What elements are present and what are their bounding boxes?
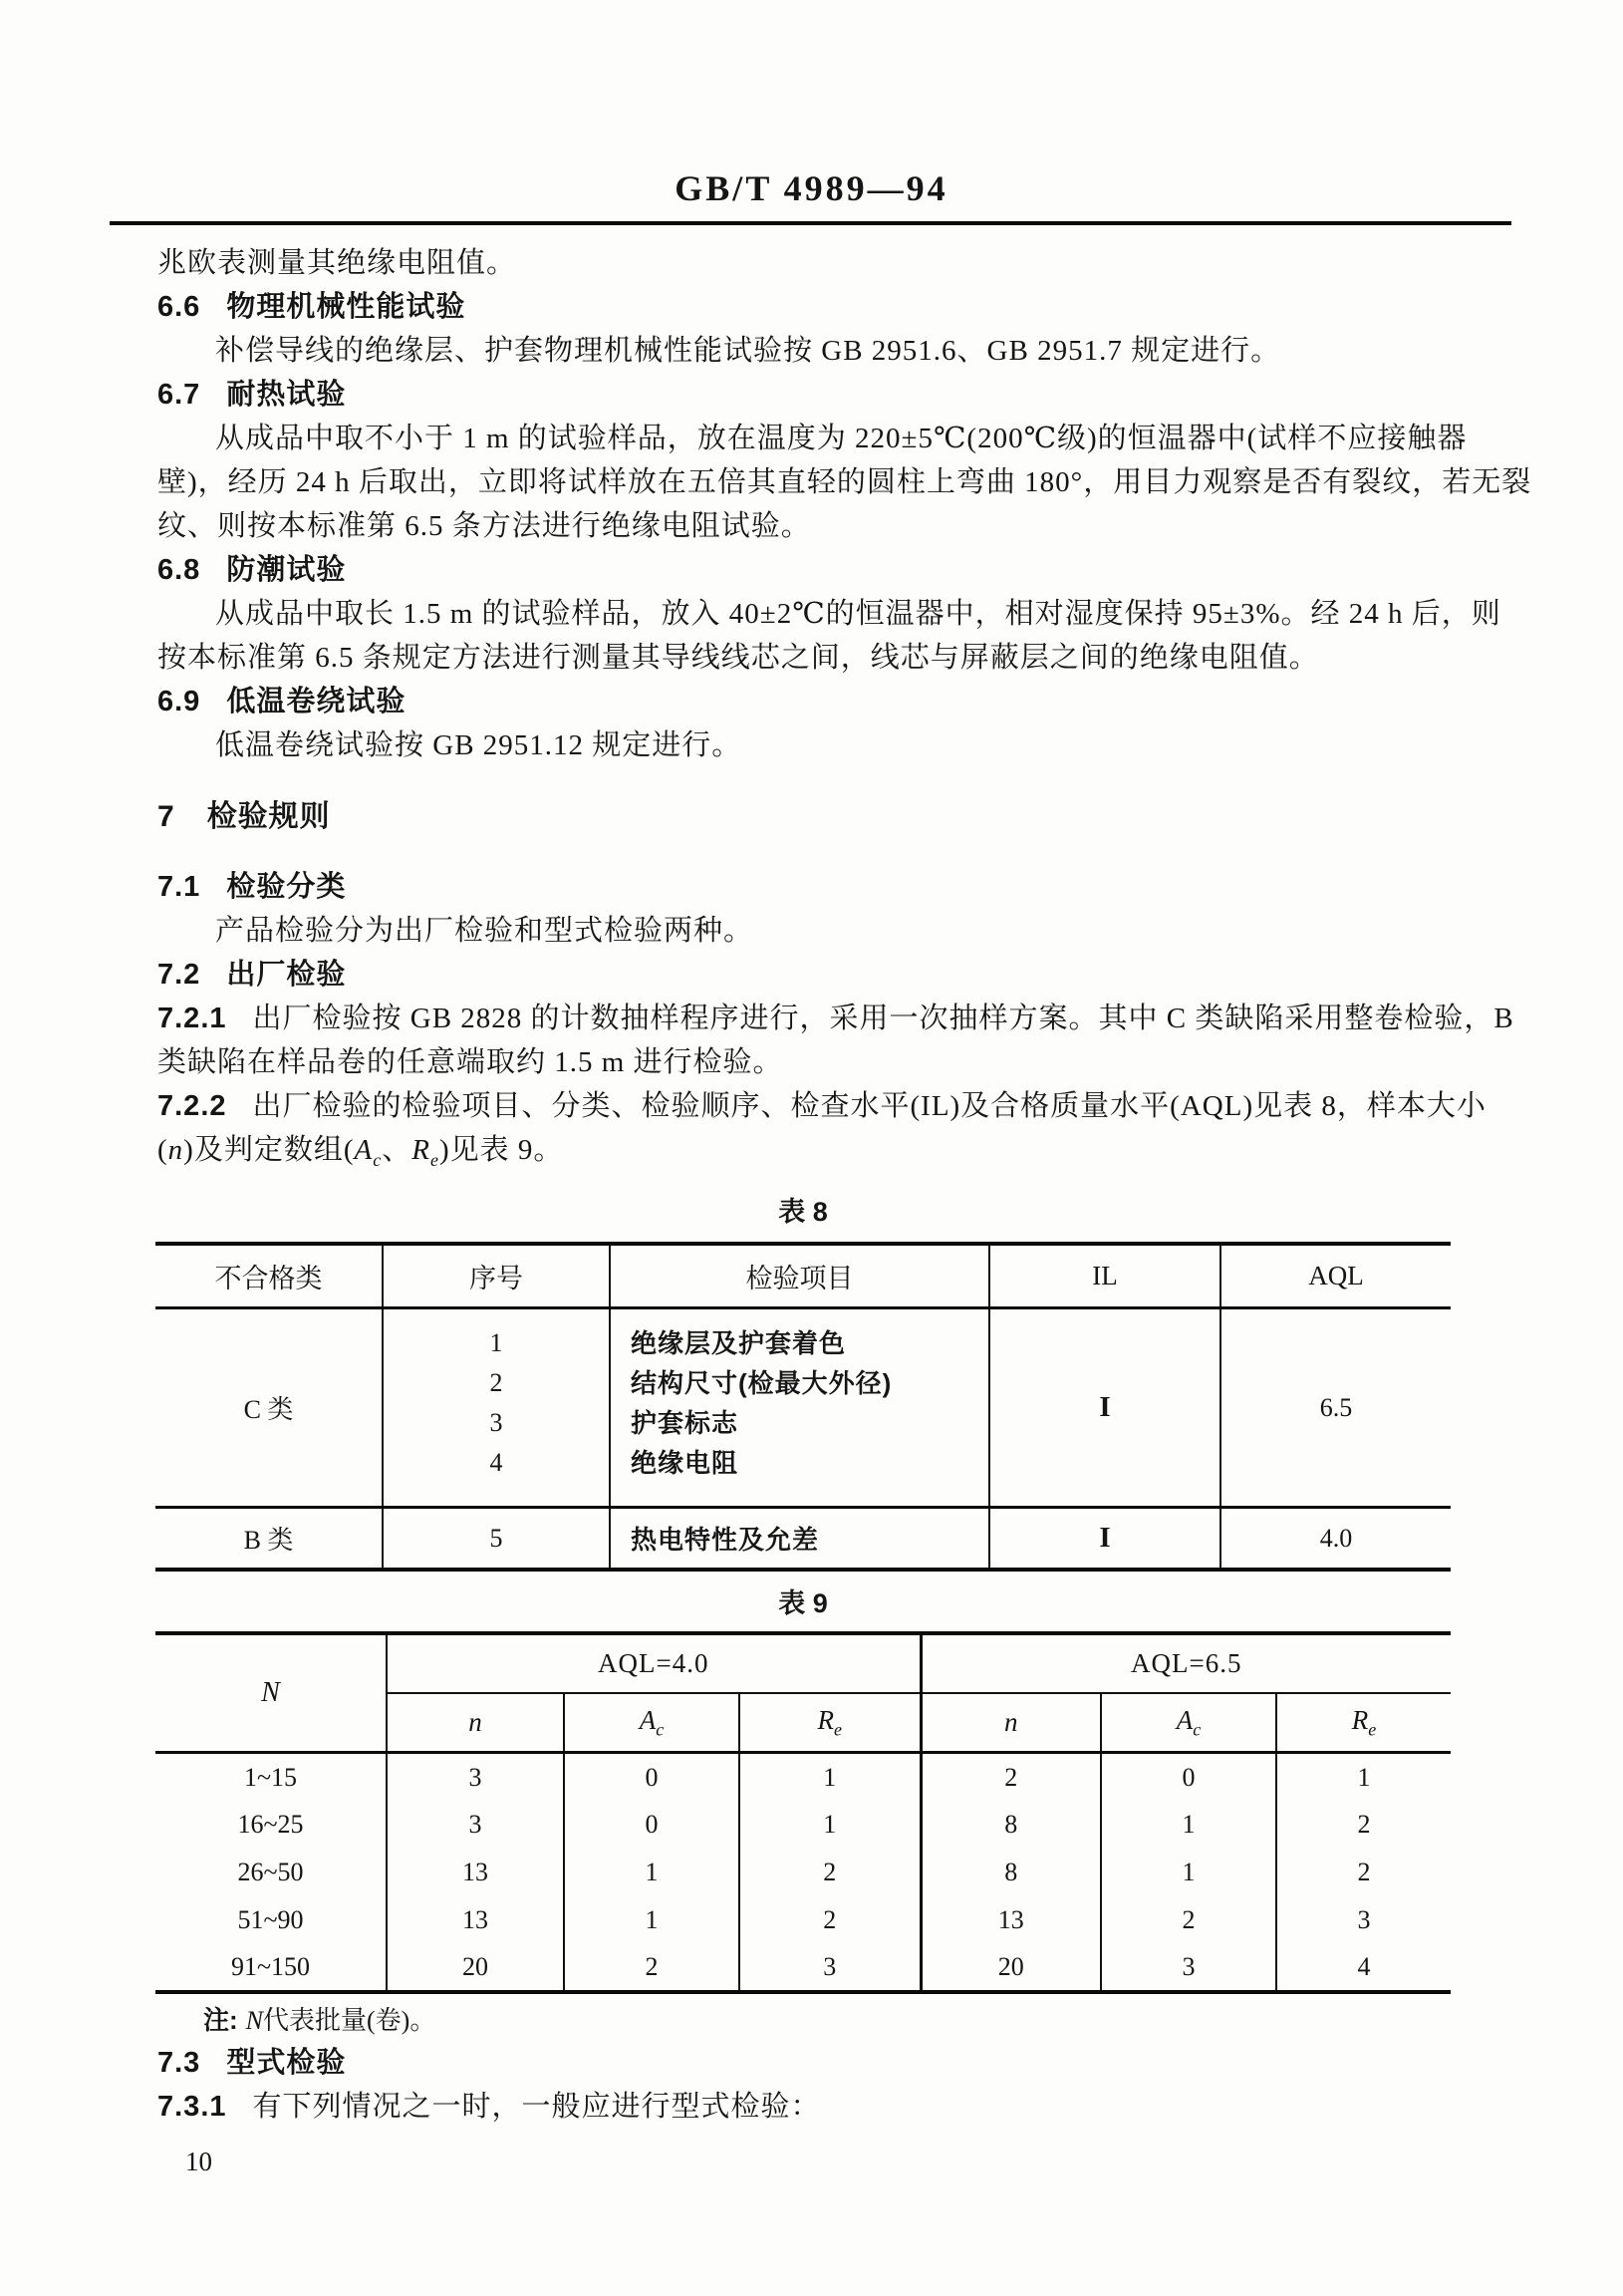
clause-7-2-heading: [157, 953, 1488, 997]
clause-6-8-heading: [157, 548, 1488, 592]
paragraph-continuation: 兆欧表测量其绝缘电阻值。: [157, 247, 517, 279]
table-8-header-cell: 序号: [383, 1244, 610, 1308]
batch-range-cell: 91~150: [230, 1951, 311, 1981]
batch-range-cell: 16~25: [237, 1809, 304, 1839]
note-label: 注:: [203, 2004, 238, 2035]
table-8-header-cell: AQL: [1220, 1244, 1451, 1308]
sequence-numbers-cell: [383, 1308, 610, 1508]
clause-number: 6.9: [157, 686, 201, 718]
table-9-data-row: [155, 1801, 1451, 1849]
clause-title: 耐热试验: [226, 379, 347, 411]
text-segment: )见表 9。: [438, 1134, 564, 1166]
value-cell: 2: [739, 1849, 921, 1896]
value-cell: 1: [1276, 1753, 1451, 1801]
table-8: [155, 1242, 1451, 1572]
paragraph-6-7-line3: 纹、则按本标准第 6.5 条方法进行绝缘电阻试验。: [157, 510, 811, 542]
text-segment: (: [157, 1134, 168, 1166]
clause-title: 防潮试验: [226, 554, 347, 586]
value-cell: 20: [387, 1944, 564, 1992]
clause-7-2-2-line2: [157, 1128, 1488, 1182]
rejection-number-header: $R_e$: [1276, 1693, 1451, 1753]
value-cell: 1: [564, 1849, 739, 1896]
chapter-title: 检验规则: [206, 800, 331, 833]
seq-num: 1: [489, 1328, 503, 1358]
defect-class-cell: B 类: [243, 1526, 294, 1556]
symbol-n: n: [167, 1134, 184, 1166]
clause-title: 型式检验: [226, 2046, 347, 2079]
value-cell: 3: [1101, 1944, 1276, 1992]
clause-title: 低温卷绕试验: [226, 686, 406, 718]
sample-size-header: n: [921, 1693, 1101, 1753]
value-cell: 3: [1276, 1896, 1451, 1944]
table-8-header-cell: 检验项目: [610, 1244, 989, 1308]
clause-7-2-1-line1: [157, 997, 1514, 1040]
seq-num: 2: [489, 1368, 503, 1398]
table-9-note: [203, 2000, 1451, 2041]
paragraph-7-1: 产品检验分为出厂检验和型式检验两种。: [215, 915, 754, 947]
value-cell: 3: [387, 1801, 564, 1849]
defect-class-cell: C 类: [155, 1308, 383, 1508]
table-8-zone: [155, 1190, 1451, 1572]
page-number: 10: [185, 2146, 212, 2176]
batch-range-cell: 51~90: [237, 1904, 304, 1934]
table-8-row-b: [155, 1508, 1451, 1570]
aql-cell: 6.5: [1220, 1308, 1451, 1508]
value-cell: 4: [1276, 1944, 1451, 1992]
clause-title: 出厂检验: [226, 959, 347, 991]
value-cell: 3: [739, 1944, 921, 1992]
table-8-header-cell: IL: [989, 1244, 1220, 1308]
clause-text: 出厂检验的检验项目、分类、检验顺序、检查水平(IL)及合格质量水平(AQL)见表 8，样本大小: [252, 1090, 1487, 1122]
sequence-number-cell: 5: [383, 1508, 610, 1570]
value-cell: 8: [921, 1801, 1101, 1849]
batch-size-header-cell: N: [155, 1633, 387, 1753]
value-cell: 2: [1276, 1849, 1451, 1896]
table-9-data-row: [155, 1896, 1451, 1944]
clause-title: 物理机械性能试验: [226, 291, 466, 323]
clause-number: 7.2: [157, 959, 201, 991]
table-9-zone: [155, 1581, 1451, 2041]
clause-7-1-heading: [157, 865, 1488, 909]
note-text: 代表批量(卷)。: [263, 2005, 436, 2035]
table-8-header-row: [155, 1244, 1451, 1308]
chapter-7-heading: [157, 795, 1488, 839]
inspection-level-cell: I: [989, 1308, 1220, 1508]
clause-6-9-heading: [157, 680, 1488, 723]
clause-number: 7.2.2: [157, 1090, 227, 1122]
batch-range-cell: 1~15: [243, 1762, 298, 1792]
batch-range-cell: 26~50: [237, 1857, 304, 1886]
inspection-item: 结构尺寸(检最大外径): [631, 1368, 893, 1399]
table-9-data-row: [155, 1849, 1451, 1896]
seq-num: 3: [489, 1408, 503, 1438]
value-cell: 0: [564, 1801, 739, 1849]
clause-number: 7.3: [157, 2046, 201, 2079]
clause-6-7-heading: [157, 373, 1488, 417]
value-cell: 1: [1101, 1849, 1276, 1896]
symbol-Re: $R_e$: [411, 1134, 439, 1170]
clause-7-2-2-line1: [157, 1084, 1488, 1128]
value-cell: 2: [564, 1944, 739, 1992]
clause-number: 7.1: [157, 871, 201, 903]
value-cell: 13: [387, 1896, 564, 1944]
value-cell: 0: [1101, 1753, 1276, 1801]
text-segment: 、: [382, 1134, 412, 1166]
aql-6-5-group-cell: AQL=6.5: [921, 1633, 1451, 1693]
table-8-header-cell: 不合格类: [155, 1244, 383, 1308]
clause-number: 7.3.1: [157, 2090, 227, 2123]
value-cell: 2: [739, 1896, 921, 1944]
page-content: [0, 241, 1623, 2177]
table-8-caption: 表 8: [778, 1196, 828, 1227]
value-cell: 2: [1101, 1896, 1276, 1944]
value-cell: 1: [1101, 1801, 1276, 1849]
table-9-data-row: [155, 1753, 1451, 1801]
paragraph-6-9: 低温卷绕试验按 GB 2951.12 规定进行。: [215, 729, 742, 761]
paragraph-6-8-line1: 从成品中取长 1.5 m 的试验样品，放入 40±2℃的恒温器中，相对湿度保持 95±3%。经 24 h 后，则: [215, 598, 1501, 630]
clause-number: 6.7: [157, 379, 201, 411]
clause-text: 出厂检验按 GB 2828 的计数抽样程序进行，采用一次抽样方案。其中 C 类缺陷采用整卷检验，B: [252, 1003, 1514, 1034]
clause-number: 6.6: [157, 291, 201, 323]
seq-num: 4: [489, 1448, 503, 1478]
value-cell: 20: [921, 1944, 1101, 1992]
paragraph-6-8-line2: 按本标准第 6.5 条规定方法进行测量其导线线芯之间，线芯与屏蔽层之间的绝缘电阻值。: [157, 642, 1319, 674]
inspection-items-cell: [610, 1308, 989, 1508]
value-cell: 8: [921, 1849, 1101, 1896]
symbol-Ac: $A_c$: [354, 1134, 383, 1170]
sample-size-header: n: [387, 1693, 564, 1753]
standard-code: GB/T 4989—94: [675, 168, 948, 208]
clause-number: 7.2.1: [157, 1003, 227, 1034]
symbol-N: N: [245, 2005, 264, 2035]
clause-7-3-1-line: [157, 2085, 1488, 2129]
paragraph-6-7-line1: 从成品中取不小于 1 m 的试验样品，放在温度为 220±5℃(200℃级)的恒温器中(试样不应接触器: [215, 423, 1468, 454]
table-9-caption: 表 9: [778, 1587, 828, 1618]
clause-text: 有下列情况之一时，一般应进行型式检验：: [252, 2090, 821, 2123]
value-cell: 2: [921, 1753, 1101, 1801]
clause-number: 6.8: [157, 554, 201, 586]
aql-cell: 4.0: [1220, 1508, 1451, 1570]
clause-7-2-1-line2: 类缺陷在样品卷的任意端取约 1.5 m 进行检验。: [157, 1046, 783, 1078]
chapter-number: 7: [157, 800, 175, 833]
paragraph-6-6: 补偿导线的绝缘层、护套物理机械性能试验按 GB 2951.6、GB 2951.7 规定进行。: [215, 335, 1281, 367]
value-cell: 2: [1276, 1801, 1451, 1849]
value-cell: 3: [387, 1753, 564, 1801]
header-rule: [110, 221, 1511, 225]
value-cell: 13: [387, 1849, 564, 1896]
table-9-group-row: [155, 1633, 1451, 1693]
inspection-item: 绝缘层及护套着色: [631, 1328, 847, 1359]
rejection-number-header: $R_e$: [739, 1693, 921, 1753]
text-segment: )及判定数组(: [183, 1134, 355, 1166]
table-8-row-c: [155, 1308, 1451, 1508]
value-cell: 0: [564, 1753, 739, 1801]
acceptance-number-header: $A_c$: [1101, 1693, 1276, 1753]
table-9: [155, 1631, 1451, 1994]
paragraph-6-7-line2: 壁)，经历 24 h 后取出，立即将试样放在五倍其直轻的圆柱上弯曲 180°，用目力观察是否有裂纹，若无裂: [157, 466, 1532, 498]
acceptance-number-header: $A_c$: [564, 1693, 739, 1753]
aql-4-0-group-cell: AQL=4.0: [387, 1633, 921, 1693]
page-header: [0, 0, 1623, 225]
value-cell: 13: [921, 1896, 1101, 1944]
inspection-level-cell: I: [989, 1508, 1220, 1570]
clause-6-6-heading: [157, 285, 1488, 329]
table-9-data-row: [155, 1944, 1451, 1992]
value-cell: 1: [564, 1896, 739, 1944]
inspection-item-cell: 热电特性及允差: [610, 1508, 989, 1570]
inspection-item: 绝缘电阻: [631, 1448, 739, 1479]
inspection-item: 护套标志: [631, 1408, 739, 1439]
value-cell: 1: [739, 1801, 921, 1849]
value-cell: 1: [739, 1753, 921, 1801]
clause-title: 检验分类: [226, 871, 347, 903]
clause-7-3-heading: [157, 2041, 1488, 2085]
